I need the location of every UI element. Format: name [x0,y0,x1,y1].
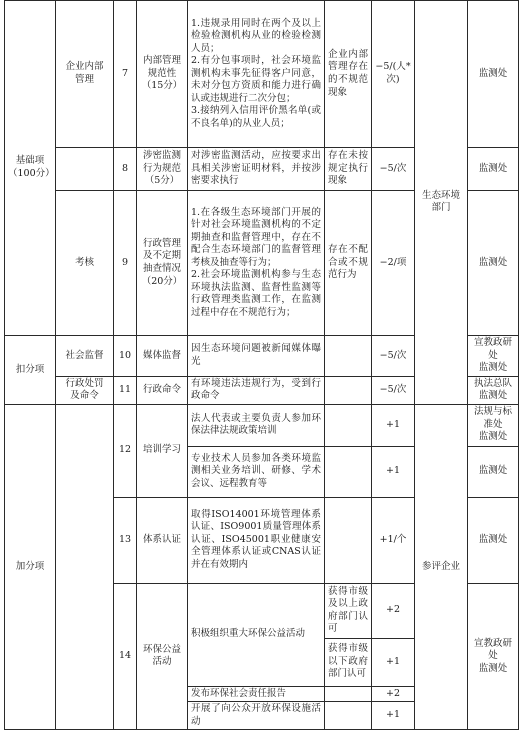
dept-cell [468,583,519,730]
row-number: 14 [114,583,137,730]
dept-cell [468,404,519,446]
behavior-cell [325,686,372,702]
criteria-cell [188,148,325,191]
text-line: 监测处 [478,256,508,268]
text-line: 有环境违法违规行为，受到行政命令 [191,377,321,402]
text-line: 开展了向公众开放环保设施活动 [191,703,321,727]
text-line: 行政处罚 [65,377,104,389]
text-line: 考核 [74,256,94,268]
criteria-cell [188,497,325,583]
text-line: 1.违规录用同时在两个及以上检验检测机构从业的检验检测人员； [191,17,321,54]
subcategory-internal [56,1,114,148]
text-line: 3.接纳列入信用评价黑名单(或不良名单)的从业人员； [191,105,321,129]
dept-cell [468,191,519,336]
item-name [137,336,188,377]
text-line: 参评企业 [421,560,460,572]
score-cell: −5/次 [372,148,415,191]
criteria-cell [188,702,325,730]
score-cell: −2/项 [372,191,415,336]
behavior-cell: 获得市级及以上政府部门认可 [325,583,372,638]
text-line: 体系认证 [142,533,181,545]
score-cell: −5/(人*次) [372,1,415,148]
text-line: 监测处 [478,362,508,374]
score-cell: +1 [372,702,415,730]
text-line: 环保公益 [142,643,181,655]
row-number: 9 [114,191,137,336]
row-number: 13 [114,497,137,583]
text-line: 管理 [74,74,94,85]
text-line: 监测处 [478,67,508,79]
text-line: 媒体监督 [142,349,181,361]
text-line: 部门 [431,202,451,214]
item-name [137,404,188,497]
text-line: 监测处 [478,662,508,674]
dept-cell [468,336,519,377]
dept-cell [468,376,519,404]
score-cell: −5/次 [372,376,415,404]
row-number: 10 [114,336,137,377]
category-bonus [5,404,56,730]
text-line: （15分） [141,80,183,92]
item-name [137,497,188,583]
text-line: 宣教政研处 [473,637,512,662]
text-line: （5分） [144,175,180,187]
behavior-cell [325,702,372,730]
text-line: 内部管理 [142,55,181,67]
behavior-cell [325,336,372,377]
score-cell: −5/次 [372,336,415,377]
text-line: 规范性 [147,67,177,79]
score-cell: +1 [372,404,415,446]
subcategory-penalty [56,376,114,404]
text-line: 培训学习 [142,444,181,456]
dept-cell [468,446,519,497]
item-name [137,376,188,404]
row-number: 7 [114,1,137,148]
behavior-cell: 企业内部管理存在的不规范现象 [325,1,372,148]
subcategory-assessment [56,191,114,336]
score-cell: +2 [372,686,415,702]
row-number: 8 [114,148,137,191]
text-line: 执法总队 [473,377,512,389]
text-line: 积极组织重大环保公益活动 [191,628,306,640]
text-line: 宣教政研处 [473,337,512,361]
text-line: （20分） [141,275,183,287]
subcategory-empty [56,148,114,191]
text-line: 基础项 [15,155,45,167]
criteria-cell [188,686,325,702]
row-number: 11 [114,376,137,404]
text-line: 2.有分包事项时，社会环境监测机构未事先征得客户同意，未对分包方资质和能力进行确认或违规进行二次分包； [191,55,321,104]
text-line: （100分） [8,168,55,179]
text-line: 涉密监测 [142,150,181,162]
criteria-cell [188,583,325,686]
text-line: 生态环境 [421,189,460,201]
behavior-cell [325,497,372,583]
text-line: 法规与标 [473,406,512,418]
category-basic [5,1,56,336]
score-cell: +1 [372,638,415,686]
item-name [137,191,188,336]
text-line: 监测处 [478,533,508,545]
text-line: 活动 [152,656,172,668]
text-line: 抽查情况 [142,263,181,274]
criteria-cell [188,376,325,404]
score-cell: +1/个 [372,497,415,583]
item-name [137,1,188,148]
criteria-cell [188,1,325,148]
behavior-cell: 获得市级以下政府部门认可 [325,638,372,686]
behavior-cell [325,404,372,446]
source-self [415,404,468,730]
text-line: 扣分项 [15,363,45,375]
text-line: 行为规范 [142,162,181,174]
item-name [137,583,188,730]
dept-cell [468,1,519,148]
score-cell: +2 [372,583,415,638]
score-cell: +1 [372,446,415,497]
text-line: 2.社会环境监测机构参与生态环境执法监测、监督性监测等行政管理类监测工作，在监测过程中存在不规范行为； [191,269,321,318]
text-line: 社会监督 [65,349,104,361]
item-name [137,148,188,191]
dept-cell [468,148,519,191]
criteria-cell [188,404,325,446]
category-deduction [5,336,56,405]
row-number: 12 [114,404,137,497]
text-line: 因生态环境问题被新闻媒体曝光 [191,343,321,367]
text-line: 监测处 [478,431,508,443]
text-line: 行政命令 [142,383,181,395]
evaluation-table [4,0,519,730]
text-line: 准处 [483,418,503,430]
text-line: 法人代表或主要负责人参加环保法律法规政策培训 [191,412,321,437]
text-line: 企业内部 [65,61,104,73]
text-line: 监测处 [478,390,508,402]
text-line: 发布环保社会责任报告 [191,687,287,699]
text-line: 及不定期 [142,250,181,262]
behavior-cell [325,446,372,497]
source-eco-dept [415,1,468,405]
text-line: 取得ISO14001环境管理体系认证、ISO9001质量管理体系认证、ISO45001职业健康安全管理体系认证或CNAS认证并在有效期内 [191,508,321,570]
text-line: 加分项 [15,560,45,572]
criteria-cell [188,336,325,377]
behavior-cell: 存在不配合或不规范行为 [325,191,372,336]
subcategory-empty [56,404,114,730]
text-line: 专业技术人员参加各类环境监测相关业务培训、研修、学术会议、远程教育等 [191,452,321,489]
criteria-cell [188,191,325,336]
text-line: 及命令 [70,390,99,402]
text-line: 对涉密监测活动，应按要求出具相关涉密证明材料，并按涉密要求执行 [191,150,321,187]
text-line: 监测处 [478,465,508,477]
behavior-cell: 存在未按规定执行现象 [325,148,372,191]
text-line: 行政管理 [142,237,181,249]
subcategory-social [56,336,114,377]
dept-cell [468,497,519,583]
criteria-cell [188,446,325,497]
behavior-cell [325,376,372,404]
text-line: 1.在各级生态环境部门开展的针对社会环境监测机构的不定期抽查和监督管理中，存在不配合生态环境部门的监督管理考核及抽查等行为； [191,206,321,268]
text-line: 监测处 [478,162,508,174]
